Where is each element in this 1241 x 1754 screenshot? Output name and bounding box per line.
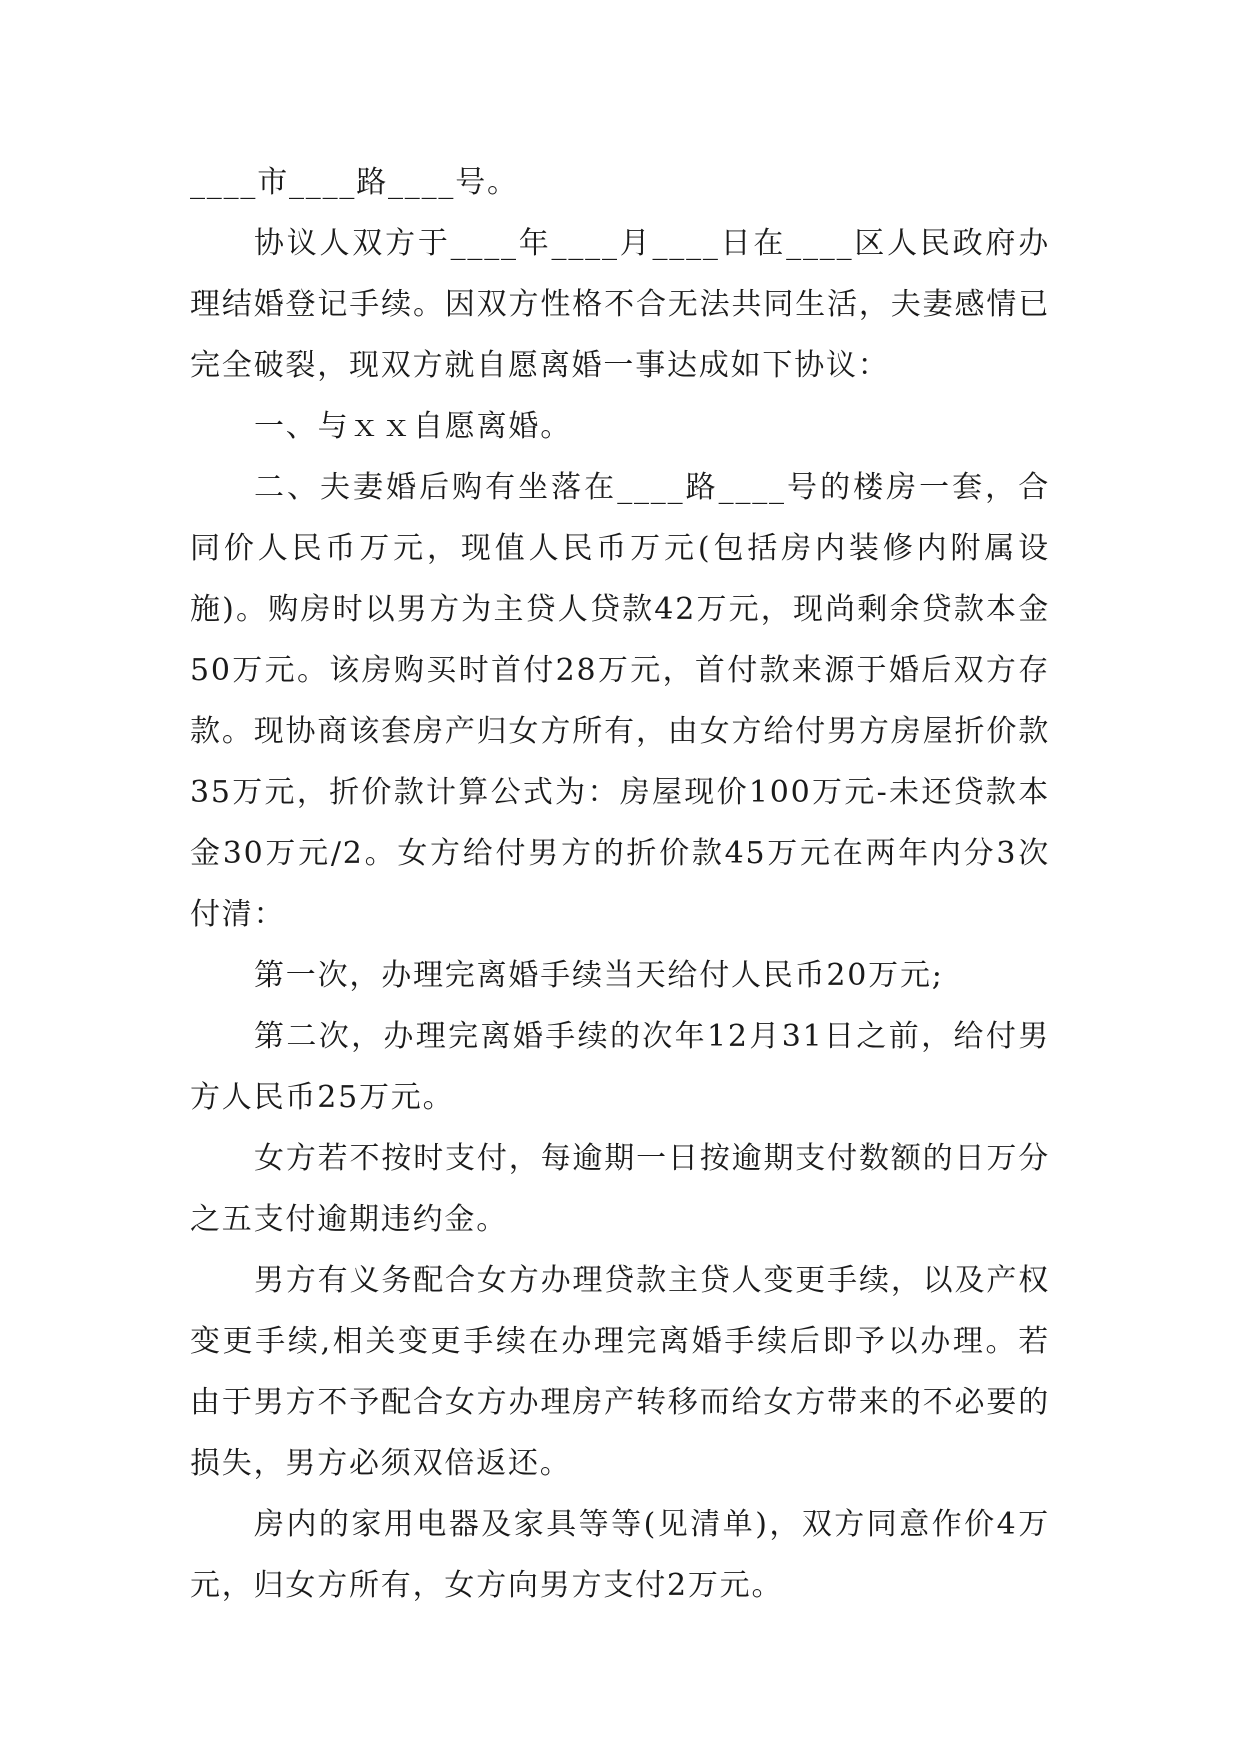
registration-paragraph: 协议人双方于____年____月____日在____区人民政府办理结婚登记手续。因双方性格不合无法共同生活，夫妻感情已完全破裂，现双方就自愿离婚一事达成如下协议： [190,226,1050,383]
clause-two-property: 二、夫妻婚后购有坐落在____路____号的楼房一套，合同价人民币万元，现值人民币万元(包括房内装修内附属设施)。购房时以男方为主贷人贷款42万元，现尚剩余贷款本金50万元。该房购买时首付28万元，首付款来源于婚后双方存款。现协商该套房产归女方所有，由女方给付男方房屋折价款35万元，折价款计算公式为：房屋现价100万元-未还贷款本金30万元/2。女方给付男方的折价款45万元在两年内分3次付清： [190,470,1050,932]
late-penalty: 女方若不按时支付，每逾期一日按逾期支付数额的日万分之五支付逾期违约金。 [190,1141,1050,1237]
document-body [190,152,1050,1616]
loan-transfer-obligation: 男方有义务配合女方办理贷款主贷人变更手续，以及产权变更手续,相关变更手续在办理完离婚手续后即予以办理。若由于男方不予配合女方办理房产转移而给女方带来的不必要的损失，男方必须双倍返还。 [190,1263,1050,1481]
appliances-furniture: 房内的家用电器及家具等等(见清单)，双方同意作价4万元，归女方所有，女方向男方支付2万元。 [190,1507,1050,1603]
second-payment: 第二次，办理完离婚手续的次年12月31日之前，给付男方人民币25万元。 [190,1019,1050,1115]
first-payment: 第一次，办理完离婚手续当天给付人民币20万元; [254,958,944,993]
address-line: ____市____路____号。 [190,165,519,200]
clause-one: 一、与ｘｘ自愿离婚。 [254,409,572,444]
